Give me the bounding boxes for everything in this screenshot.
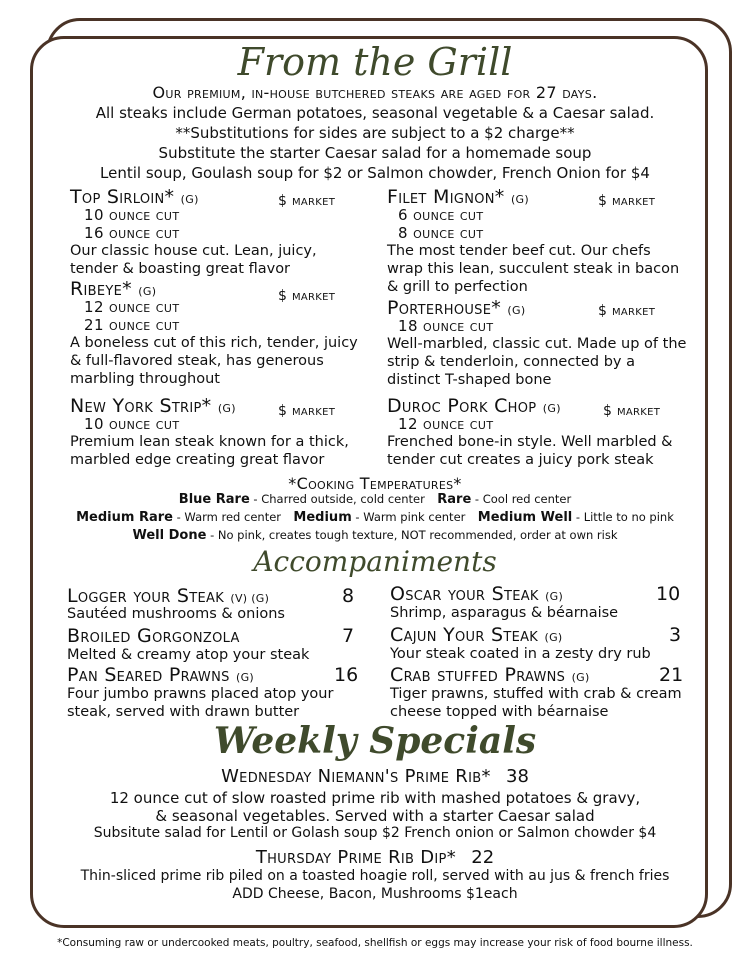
gluten-free-tag: (G) [217, 402, 236, 415]
steak-description: Frenched bone-in style. Well marbled & tender cut creates a juicy pork steak [387, 434, 673, 468]
steak-description: The most tender beef cut. Our chefs wrap this lean, succulent steak in bacon & grill to perfection [387, 243, 680, 295]
steak-price: $ market [603, 403, 661, 419]
steak-cut: 21 ounce cut [84, 316, 180, 334]
temps-row-2 [0, 510, 750, 525]
temp-desc: - Warm pink center [351, 510, 466, 524]
temp-desc: - Little to no pink [572, 510, 674, 524]
grill-title: From the Grill [237, 40, 513, 84]
dietary-tag: (G) [544, 631, 563, 644]
accompaniment-price: 16 [334, 664, 359, 686]
special-wednesday-line-1: 12 ounce cut of slow roasted prime rib with mashed potatoes & gravy, [109, 789, 641, 807]
temp-label: Well Done [132, 528, 207, 543]
accompaniment-name: Pan Seared Prawns [67, 664, 230, 686]
temps-row-1 [0, 492, 750, 507]
accompaniment-name: Broiled Gorgonzola [67, 625, 240, 647]
accompaniment-description: Melted & creamy atop your steak [67, 647, 310, 663]
special-wednesday-price: 38 [506, 766, 529, 787]
grill-line-5: Lentil soup, Goulash soup for $2 or Salmon chowder, French Onion for $4 [100, 164, 650, 182]
special-wednesday-line-2: & seasonal vegetables. Served with a starter Caesar salad [155, 807, 595, 825]
gluten-free-tag: (G) [510, 193, 529, 206]
temp-label: Medium Well [477, 510, 573, 525]
accompaniment-price: 10 [656, 583, 681, 605]
temps-row-3 [0, 528, 750, 543]
accompaniment-price: 3 [669, 624, 682, 646]
accompaniment-name: Logger your Steak [67, 585, 225, 607]
special-thursday-heading [0, 847, 750, 868]
steak-name: Filet Mignon* [387, 186, 505, 208]
steak-cut: 12 ounce cut [84, 298, 180, 316]
steak-name: Top Sirloin* [70, 186, 175, 208]
grill-intro: Our premium, in-house butchered steaks are aged for 27 days. [152, 83, 598, 102]
accompaniment-price: 7 [342, 625, 355, 647]
accompaniment-description: Shrimp, asparagus & béarnaise [390, 605, 619, 621]
steak-cut: 12 ounce cut [398, 415, 494, 433]
temp-desc: - Charred outside, cold center [249, 492, 425, 506]
special-thursday-title: Thursday Prime Rib Dip* [255, 847, 456, 868]
accompaniment-description: Sautéed mushrooms & onions [67, 606, 285, 622]
accompaniments-title: Accompaniments [253, 545, 497, 578]
steak-name: Duroc Pork Chop [387, 395, 537, 417]
steak-cut: 6 ounce cut [398, 206, 484, 224]
steak-description: Well-marbled, classic cut. Made up of the strip & tenderloin, connected by a distinct T-shaped bone [387, 336, 687, 388]
steak-price: $ market [278, 288, 336, 304]
accompaniment-name: Cajun Your Steak [390, 624, 539, 646]
dietary-tag: (G) [545, 590, 564, 603]
steak-name: New York Strip* [70, 395, 212, 417]
special-thursday-line-2: ADD Cheese, Bacon, Mushrooms $1each [232, 886, 518, 902]
grill-line-4: Substitute the starter Caesar salad for a homemade soup [158, 144, 592, 162]
special-wednesday-title: Wednesday Niemann's Prime Rib* [221, 766, 491, 787]
temps-title: *Cooking Temperatures* [288, 474, 462, 493]
dietary-tag: (G) [236, 671, 255, 684]
steak-price: $ market [598, 303, 656, 319]
special-thursday-price: 22 [471, 847, 495, 868]
special-wednesday-heading [0, 766, 750, 787]
special-thursday-line-1: Thin-sliced prime rib piled on a toasted hoagie roll, served with au jus & french fries [80, 868, 670, 884]
accompaniment-price: 21 [659, 664, 684, 686]
temp-desc: - Cool red center [471, 492, 572, 506]
gluten-free-tag: (G) [507, 304, 526, 317]
temp-label: Medium [293, 510, 352, 525]
steak-cut: 10 ounce cut [84, 206, 180, 224]
temp-label: Blue Rare [178, 492, 250, 507]
steak-price: $ market [598, 193, 656, 209]
dietary-tag: (G) [571, 671, 590, 684]
steak-cut: 8 ounce cut [398, 224, 484, 242]
gluten-free-tag: (G) [138, 285, 157, 298]
steak-description: Our classic house cut. Lean, juicy, tender & boasting great flavor [70, 243, 317, 277]
food-safety-disclaimer: *Consuming raw or undercooked meats, poultry, seafood, shellfish or eggs may increase your risk of food bourne illness. [57, 937, 693, 949]
steak-cut: 16 ounce cut [84, 224, 180, 242]
steak-name: Ribeye* [70, 278, 132, 300]
steak-price: $ market [278, 193, 336, 209]
steak-cut: 10 ounce cut [84, 415, 180, 433]
temp-desc: - No pink, creates tough texture, NOT recommended, order at own risk [206, 528, 618, 542]
accompaniment-name: Oscar your Steak [390, 583, 539, 605]
accompaniment-price: 8 [342, 585, 355, 607]
steak-price: $ market [278, 403, 336, 419]
accompaniment-description: Your steak coated in a zesty dry rub [390, 646, 651, 662]
steak-cut: 18 ounce cut [398, 317, 494, 335]
temp-label: Medium Rare [76, 510, 173, 525]
steak-name: Porterhouse* [387, 297, 502, 319]
steak-description: A boneless cut of this rich, tender, juicy & full-flavored steak, has generous marbling throughout [70, 335, 358, 387]
steak-description: Premium lean steak known for a thick, marbled edge creating great flavor [70, 434, 349, 468]
accompaniment-description: Four jumbo prawns placed atop your steak, served with drawn butter [67, 686, 334, 720]
temp-desc: - Warm red center [172, 510, 282, 524]
accompaniment-name: Crab stuffed Prawns [390, 664, 566, 686]
gluten-free-tag: (G) [542, 402, 561, 415]
temp-label: Rare [437, 492, 472, 507]
grill-line-3: **Substitutions for sides are subject to a $2 charge** [175, 124, 575, 142]
specials-title: Weekly Specials [213, 720, 537, 762]
special-wednesday-line-3: Subsitute salad for Lentil or Golash soup $2 French onion or Salmon chowder $4 [93, 825, 657, 841]
gluten-free-tag: (G) [180, 193, 199, 206]
dietary-tag: (V) (G) [230, 592, 270, 605]
grill-line-2: All steaks include German potatoes, seasonal vegetable & a Caesar salad. [95, 104, 655, 122]
accompaniment-description: Tiger prawns, stuffed with crab & cream cheese topped with béarnaise [390, 686, 682, 720]
